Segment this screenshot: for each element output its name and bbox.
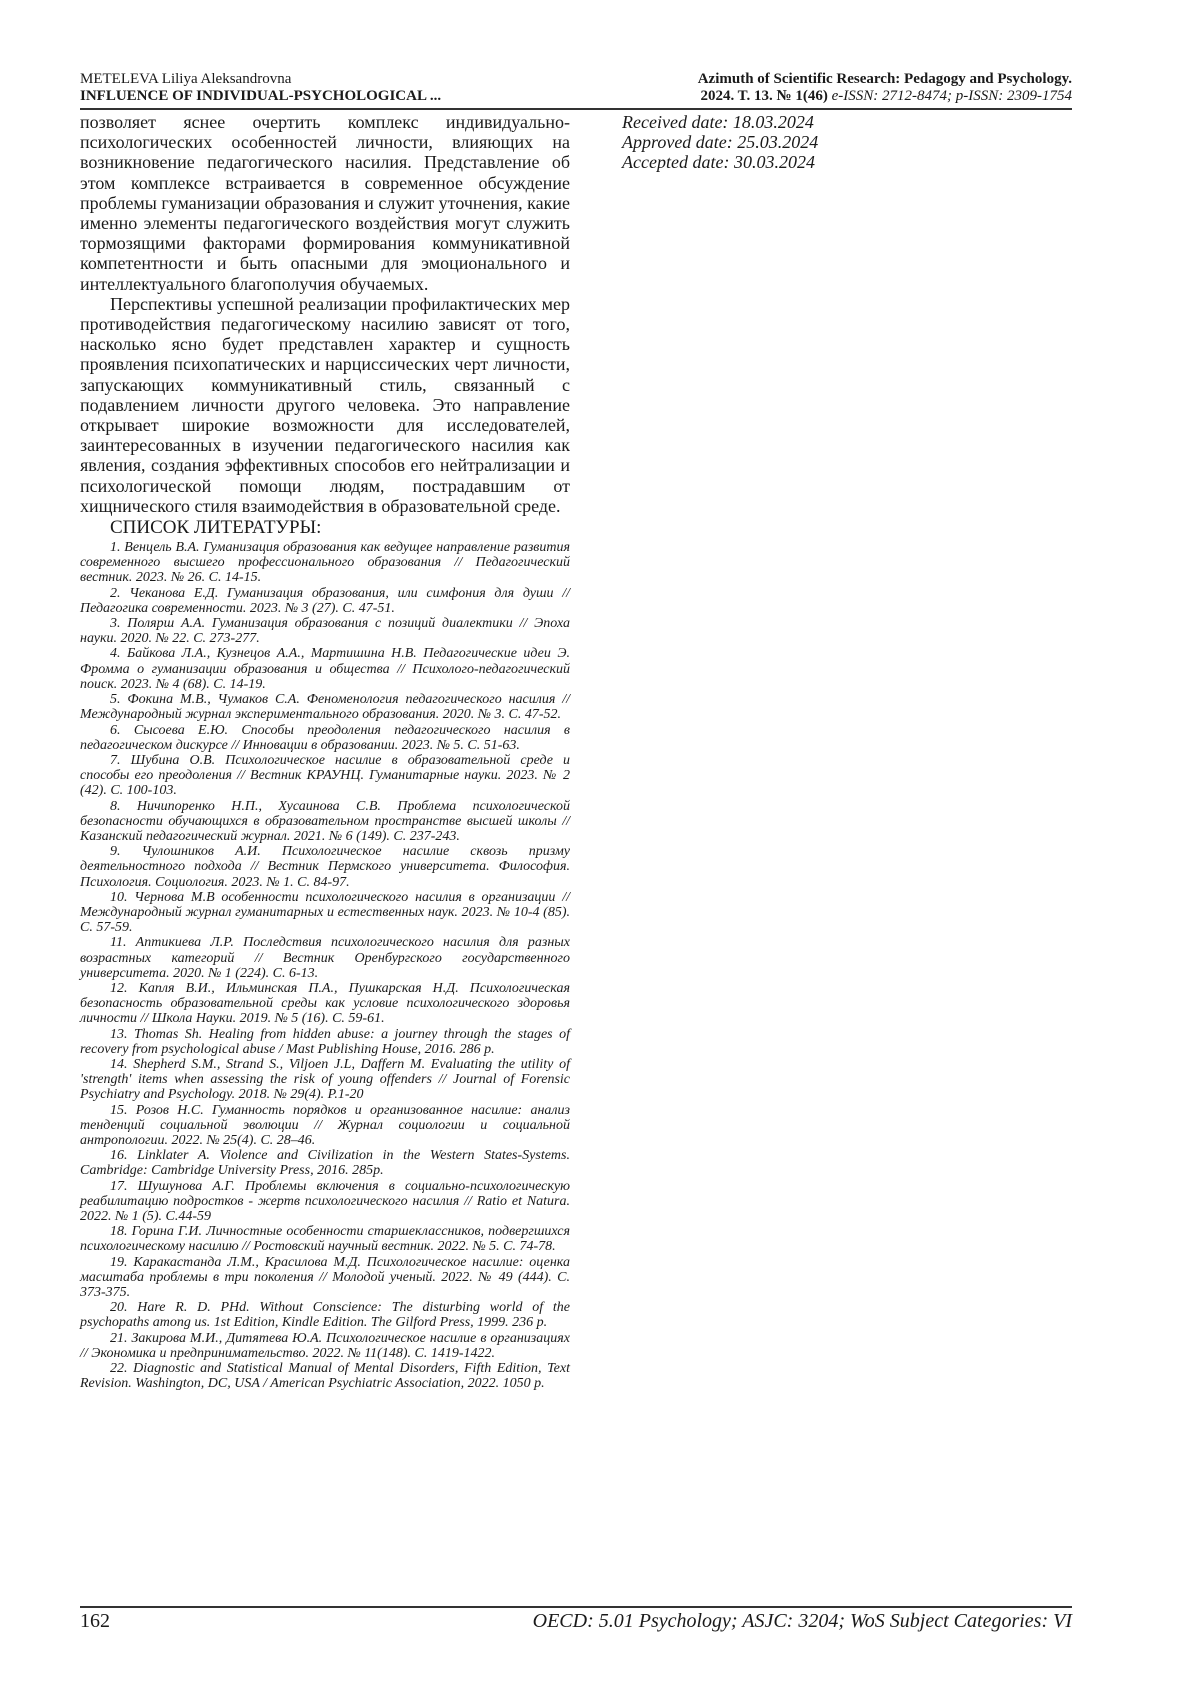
running-header-right xyxy=(552,71,1072,105)
reference-item: 11. Аптикиева Л.Р. Последствия психологического насилия для разных возрастных категорий // Вестник Оренбургского государственного университета. 2020. № 1 (224). С. 6-13. xyxy=(80,935,570,981)
reference-item: 19. Каракастанда Л.М., Красилова М.Д. Психологическое насилие: оценка масштаба проблемы в три поколения // Молодой ученый. 2022. № 49 (444). С. 373-375. xyxy=(80,1254,570,1301)
header-journal-name: Azimuth of Scientific Research: Pedagogy and Psychology. xyxy=(697,71,1072,87)
header-author: METELEVA Liliya Aleksandrovna xyxy=(80,71,292,87)
body-paragraph-2: Перспективы успешной реализации профилактических мер противодействия педагогическому насилию зависят от того, насколько ясно будет представлен характер и сущность проявления психопатических и нарциссических черт личности, запускающих коммуникативный стиль, связанный с подавлением личности другого человека. Это направление открывает широкие возможности для исследователей, заинтересованных в изучении педагогического насилия как явления, создания эффективных способов его нейтрализации и психологической помощи людям, пострадавшим от хищнического стиля взаимодействия в образовательной среде. xyxy=(80,293,570,516)
header-article-title: INFLUENCE OF INDIVIDUAL-PSYCHOLOGICAL ... xyxy=(80,88,442,104)
reference-item: 22. Diagnostic and Statistical Manual of Mental Disorders, Fifth Edition, Text Revision. Washington, DC, USA / American Psychiatric Association, 2022. 1050 p. xyxy=(80,1361,570,1392)
accepted-date: Accepted date: 30.03.2024 xyxy=(622,152,815,173)
reference-item: 18. Горина Г.И. Личностные особенности старшеклассников, подвергшихся психологическому насилию // Ростовский научный вестник. 2022. № 5. С. 74-78. xyxy=(80,1224,570,1255)
reference-item: 20. Hare R. D. PHd. Without Conscience: The disturbing world of the psychopaths among us. 1st Edition, Kindle Edition. The Gilford Press, 1999. 236 p. xyxy=(80,1300,570,1331)
reference-item: 17. Шушунова А.Г. Проблемы включения в социально-психологическую реабилитацию подростков - жертв психологического насилия // Ratio et Natura. 2022. № 1 (5). С.44-59 xyxy=(80,1178,570,1224)
article-body xyxy=(80,112,570,516)
header-issue-number: 2024. T. 13. № 1(46) xyxy=(700,88,828,104)
reference-item: 7. Шубина О.В. Психологическое насилие в образовательной среде и способы его преодоления // Вестник КРАУНЦ. Гуманитарные науки. 2023. № 2 (42). С. 100-103. xyxy=(80,752,570,799)
page-number: 162 xyxy=(80,1610,110,1632)
reference-item: 14. Shepherd S.M., Strand S., Viljoen J.L, Daffern M. Evaluating the utility of 'strength' items when assessing the risk of young offenders // Journal of Forensic Psychiatry and Psychology. 2018. № 29(4). P.1-20 xyxy=(80,1056,570,1103)
dates-column xyxy=(622,112,1062,173)
reference-item: 12. Капля В.И., Ильминская П.А., Пушкарская Н.Д. Психологическая безопасность образовательной среды как условие психологического здоровья личности // Школа Науки. 2019. № 5 (16). С. 59-61. xyxy=(80,980,570,1027)
reference-item: 4. Байкова Л.А., Кузнецов А.А., Мартишина Н.В. Педагогические идеи Э. Фромма о гуманизации образования и общества // Психолого-педагогический поиск. 2023. № 4 (68). С. 14-19. xyxy=(80,646,570,692)
reference-item: 21. Закирова М.И., Дитятева Ю.А. Психологическое насилие в организациях // Экономика и предпринимательство. 2022. № 11(148). С. 1419-1422. xyxy=(80,1330,570,1361)
body-paragraph-1: позволяет яснее очертить комплекс индивидуально-психологических особенностей личности, влияющих на возникновение педагогического насилия. Представление об этом комплексе встраивается в современное обсуждение проблемы гуманизации образования и служит уточнения, какие именно элементы педагогического воздействия могут служить тормозящими факторами формирования коммуникативной компетентности и быть опасными для эмоционального и интеллектуального благополучия обучаемых. xyxy=(80,112,570,294)
reference-item: 13. Thomas Sh. Healing from hidden abuse: a journey through the stages of recovery from psychological abuse / Mast Publishing House, 2016. 286 p. xyxy=(80,1026,570,1057)
main-text-column xyxy=(80,112,570,1391)
reference-item: 6. Сысоева Е.Ю. Способы преодоления педагогического насилия в педагогическом дискурсе // Инновации в образовании. 2023. № 5. С. 51-63. xyxy=(80,722,570,753)
reference-item: 9. Чулошников А.И. Психологическое насилие сквозь призму деятельностного подхода // Вестник Пермского университета. Философия. Психология. Социология. 2023. № 1. С. 84-97. xyxy=(80,844,570,890)
header-divider xyxy=(80,108,1072,110)
subject-categories: OECD: 5.01 Psychology; ASJC: 3204; WoS Subject Categories: VI xyxy=(532,1610,1072,1632)
reference-item: 8. Ничипоренко Н.П., Хусаинова С.В. Проблема психологической безопасности обучающихся в образовательном пространстве высшей школы // Казанский педагогический журнал. 2021. № 6 (149). С. 237-243. xyxy=(80,798,570,844)
reference-item: 16. Linklater A. Violence and Civilization in the Western States-Systems. Cambridge: Cambridge University Press, 2016. 285p. xyxy=(80,1148,570,1179)
reference-item: 3. Полярш А.А. Гуманизация образования с позиций диалектики // Эпоха науки. 2020. № 22. С. 273-277. xyxy=(80,616,570,647)
reference-item: 5. Фокина М.В., Чумаков С.А. Феноменология педагогического насилия // Международный журнал экспериментального образования. 2020. № 3. С. 47-52. xyxy=(80,692,570,723)
reference-item: 2. Чеканова Е.Д. Гуманизация образования, или симфония для души // Педагогика современности. 2023. № 3 (27). С. 47-51. xyxy=(80,585,570,616)
approved-date: Approved date: 25.03.2024 xyxy=(622,132,819,153)
header-issue-line xyxy=(552,88,1072,105)
received-date: Received date: 18.03.2024 xyxy=(622,112,814,132)
reference-item: 15. Розов Н.С. Гуманность порядков и организованное насилие: анализ тенденций социальной эволюции // Журнал социологии и социальной антропологии. 2022. № 25(4). С. 28–46. xyxy=(80,1102,570,1148)
reference-item: 10. Чернова М.В особенности психологического насилия в организации // Международный журнал гуманитарных и естественных наук. 2023. № 10-4 (85). С. 57-59. xyxy=(80,889,570,936)
header-issn: e-ISSN: 2712-8474; p-ISSN: 2309-1754 xyxy=(827,88,1072,104)
footer-divider xyxy=(80,1606,1072,1608)
references-heading: СПИСОК ЛИТЕРАТУРЫ: xyxy=(110,517,322,539)
references-list xyxy=(80,540,570,1391)
reference-item: 1. Венцель В.А. Гуманизация образования как ведущее направление развития современного высшего профессионального образования // Педагогический вестник. 2023. № 26. С. 14-15. xyxy=(80,540,570,586)
